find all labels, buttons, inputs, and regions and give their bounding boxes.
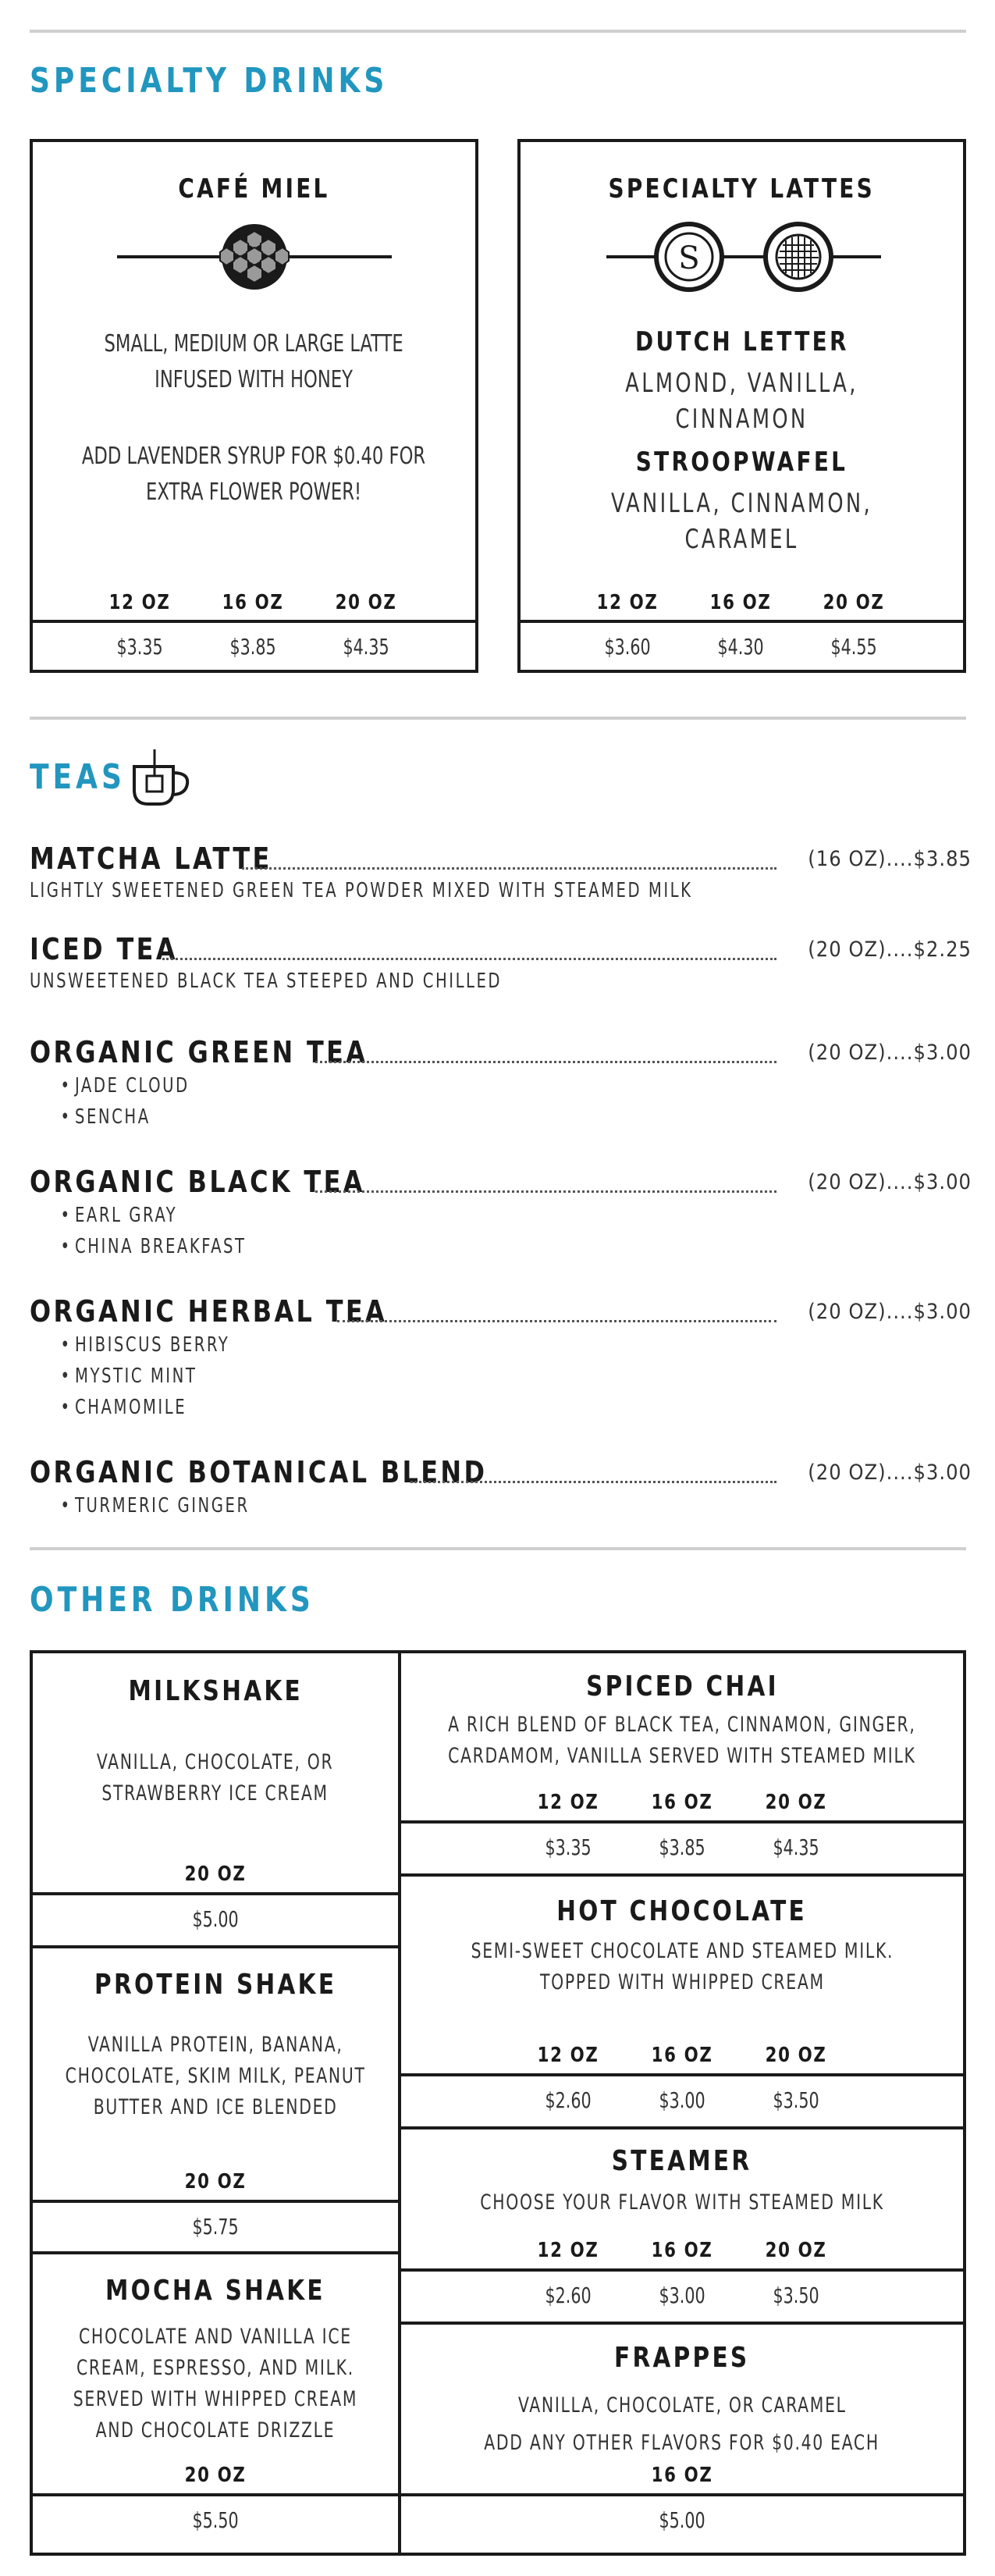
tea-price: (16 OZ)....$3.85	[808, 847, 972, 871]
price-value: $4.35	[343, 634, 389, 660]
tea-variety: • CHAMOMILE	[75, 1396, 187, 1419]
leader-dots	[337, 1318, 776, 1322]
card-description: SMALL, MEDIUM OR LARGE LATTE INFUSED WITH HONEY	[104, 330, 404, 393]
size-label: 12 OZ	[108, 591, 171, 614]
item-name: DUTCH LETTER	[634, 326, 849, 358]
item-flavors: VANILLA, CINNAMON, CARAMEL	[610, 488, 873, 555]
frappes-cell	[401, 2325, 963, 2556]
price-value: $3.35	[545, 1834, 592, 1860]
cafe-miel-card	[30, 139, 478, 673]
price-value: $3.50	[773, 2087, 819, 2113]
dutch-letter-stroopwafel-icon	[606, 220, 881, 294]
drink-description: VANILLA PROTEIN, BANANA, CHOCOLATE, SKIM MILK, PEANUT BUTTER AND ICE BLENDED	[65, 2033, 366, 2119]
tea-price: (20 OZ)....$3.00	[808, 1461, 972, 1485]
drink-addon-note: ADD ANY OTHER FLAVORS FOR $0.40 EACH	[484, 2431, 880, 2455]
tea-variety: • JADE CLOUD	[75, 1074, 190, 1098]
price-value: $3.00	[659, 2087, 705, 2113]
price-value: $5.75	[192, 2214, 239, 2240]
drink-title: PROTEIN SHAKE	[94, 1969, 337, 2001]
card-title: SPECIALTY LATTES	[608, 173, 876, 205]
drink-title: MOCHA SHAKE	[105, 2275, 325, 2307]
tea-name: ORGANIC GREEN TEA	[30, 1035, 368, 1069]
hot-chocolate-cell	[401, 1877, 963, 2129]
size-label: 20 OZ	[823, 591, 885, 614]
size-label: 16 OZ	[651, 2464, 713, 2487]
price-value: $5.00	[659, 2507, 705, 2533]
size-label: 20 OZ	[765, 2239, 827, 2262]
size-label: 12 OZ	[537, 2044, 599, 2067]
price-value: $3.85	[659, 1834, 705, 1860]
tea-price: (20 OZ)....$2.25	[808, 938, 972, 962]
tea-variety: • EARL GRAY	[75, 1204, 177, 1227]
drink-description: CHOCOLATE AND VANILLA ICE CREAM, ESPRESSO, AND MILK. SERVED WITH WHIPPED CREAM AND CHOCOLATE DRIZZLE	[73, 2325, 358, 2443]
size-label: 20 OZ	[184, 2170, 247, 2194]
section-title-specialty: SPECIALTY DRINKS	[30, 61, 389, 101]
tea-variety: • TURMERIC GINGER	[75, 1494, 250, 1517]
tea-description: UNSWEETENED BLACK TEA STEEPED AND CHILLED	[30, 970, 503, 993]
leader-dots	[410, 1478, 776, 1483]
drink-title: FRAPPES	[614, 2342, 750, 2374]
size-label: 16 OZ	[709, 591, 772, 614]
size-label: 12 OZ	[596, 591, 659, 614]
leader-dots	[315, 1188, 776, 1193]
tea-name: ORGANIC HERBAL TEA	[30, 1294, 388, 1329]
size-label: 20 OZ	[335, 591, 397, 614]
price-divider	[33, 2493, 398, 2496]
teas-divider	[30, 717, 966, 720]
mocha-shake-cell	[33, 2254, 398, 2556]
tea-name: ICED TEA	[30, 932, 178, 966]
leader-dots	[162, 955, 776, 960]
leader-dots	[315, 1059, 776, 1063]
price-value: $4.55	[830, 634, 877, 660]
price-value: $4.30	[717, 634, 764, 660]
protein-shake-cell	[33, 1948, 398, 2254]
card-addon-note: ADD LAVENDER SYRUP FOR $0.40 FOR EXTRA FLOWER POWER!	[82, 443, 426, 506]
tea-variety: • MYSTIC MINT	[75, 1364, 197, 1388]
other-divider	[30, 1547, 966, 1550]
drink-title: STEAMER	[612, 2145, 752, 2177]
size-label: 20 OZ	[765, 1791, 827, 1814]
item-flavors: ALMOND, VANILLA, CINNAMON	[625, 368, 858, 435]
price-value: $3.50	[773, 2282, 819, 2308]
price-value: $2.60	[545, 2282, 592, 2308]
specialty-lattes-card	[517, 139, 966, 673]
price-value: $5.50	[192, 2507, 239, 2533]
tea-name: ORGANIC BOTANICAL BLEND	[30, 1455, 488, 1489]
top-divider	[30, 30, 966, 33]
item-name: STROOPWAFEL	[635, 447, 848, 478]
price-divider	[401, 2493, 963, 2496]
price-value: $3.00	[659, 2282, 705, 2308]
size-label: 12 OZ	[537, 2239, 599, 2262]
steamer-cell	[401, 2129, 963, 2325]
size-label: 20 OZ	[765, 2044, 827, 2067]
drink-description: A RICH BLEND OF BLACK TEA, CINNAMON, GINGER, CARDAMOM, VANILLA SERVED WITH STEAMED MILK	[448, 1713, 916, 1768]
size-label: 20 OZ	[184, 2464, 247, 2487]
drink-description: SEMI-SWEET CHOCOLATE AND STEAMED MILK. TOPPED WITH WHIPPED CREAM	[471, 1939, 894, 1994]
size-label: 16 OZ	[651, 1791, 713, 1814]
price-divider	[401, 2268, 963, 2272]
size-label: 16 OZ	[222, 591, 284, 614]
tea-cup-icon	[128, 746, 194, 810]
price-divider	[33, 620, 475, 623]
drink-title: HOT CHOCOLATE	[556, 1895, 808, 1927]
other-drinks-grid	[30, 1650, 966, 2556]
price-value: $3.60	[604, 634, 651, 660]
price-divider	[401, 2073, 963, 2076]
tea-price: (20 OZ)....$3.00	[808, 1300, 972, 1324]
price-value: $3.35	[116, 634, 163, 660]
milkshake-cell	[33, 1653, 398, 1948]
svg-text:S: S	[678, 240, 700, 276]
price-value: $5.00	[192, 1906, 239, 1932]
price-divider	[521, 620, 963, 623]
size-label: 12 OZ	[537, 1791, 599, 1814]
price-value: $3.85	[229, 634, 276, 660]
tea-variety: • CHINA BREAKFAST	[75, 1235, 247, 1258]
tea-name: ORGANIC BLACK TEA	[30, 1165, 365, 1199]
price-divider	[33, 2200, 398, 2203]
drink-title: MILKSHAKE	[128, 1675, 303, 1707]
drink-description: CHOOSE YOUR FLAVOR WITH STEAMED MILK	[480, 2190, 884, 2215]
size-label: 20 OZ	[184, 1863, 247, 1886]
price-value: $2.60	[545, 2087, 592, 2113]
drink-title: SPICED CHAI	[585, 1670, 779, 1703]
leader-dots	[242, 865, 776, 870]
price-value: $4.35	[773, 1834, 819, 1860]
honeycomb-icon	[117, 220, 392, 294]
drink-description: VANILLA, CHOCOLATE, OR CARAMEL	[517, 2393, 847, 2418]
tea-variety: • SENCHA	[75, 1105, 151, 1129]
tea-price: (20 OZ)....$3.00	[808, 1041, 972, 1065]
tea-description: LIGHTLY SWEETENED GREEN TEA POWDER MIXED WITH STEAMED MILK	[30, 879, 693, 902]
section-title-other-drinks: OTHER DRINKS	[30, 1580, 314, 1620]
price-divider	[33, 1892, 398, 1895]
spiced-chai-cell	[401, 1653, 963, 1877]
size-label: 16 OZ	[651, 2044, 713, 2067]
drink-description: VANILLA, CHOCOLATE, OR STRAWBERRY ICE CREAM	[97, 1750, 334, 1806]
card-title: CAFÉ MIEL	[178, 173, 330, 205]
tea-variety: • HIBISCUS BERRY	[75, 1333, 229, 1357]
price-divider	[401, 1820, 963, 1823]
tea-price: (20 OZ)....$3.00	[808, 1170, 972, 1194]
tea-name: MATCHA LATTE	[30, 841, 272, 876]
section-title-teas: TEAS	[30, 757, 126, 797]
size-label: 16 OZ	[651, 2239, 713, 2262]
